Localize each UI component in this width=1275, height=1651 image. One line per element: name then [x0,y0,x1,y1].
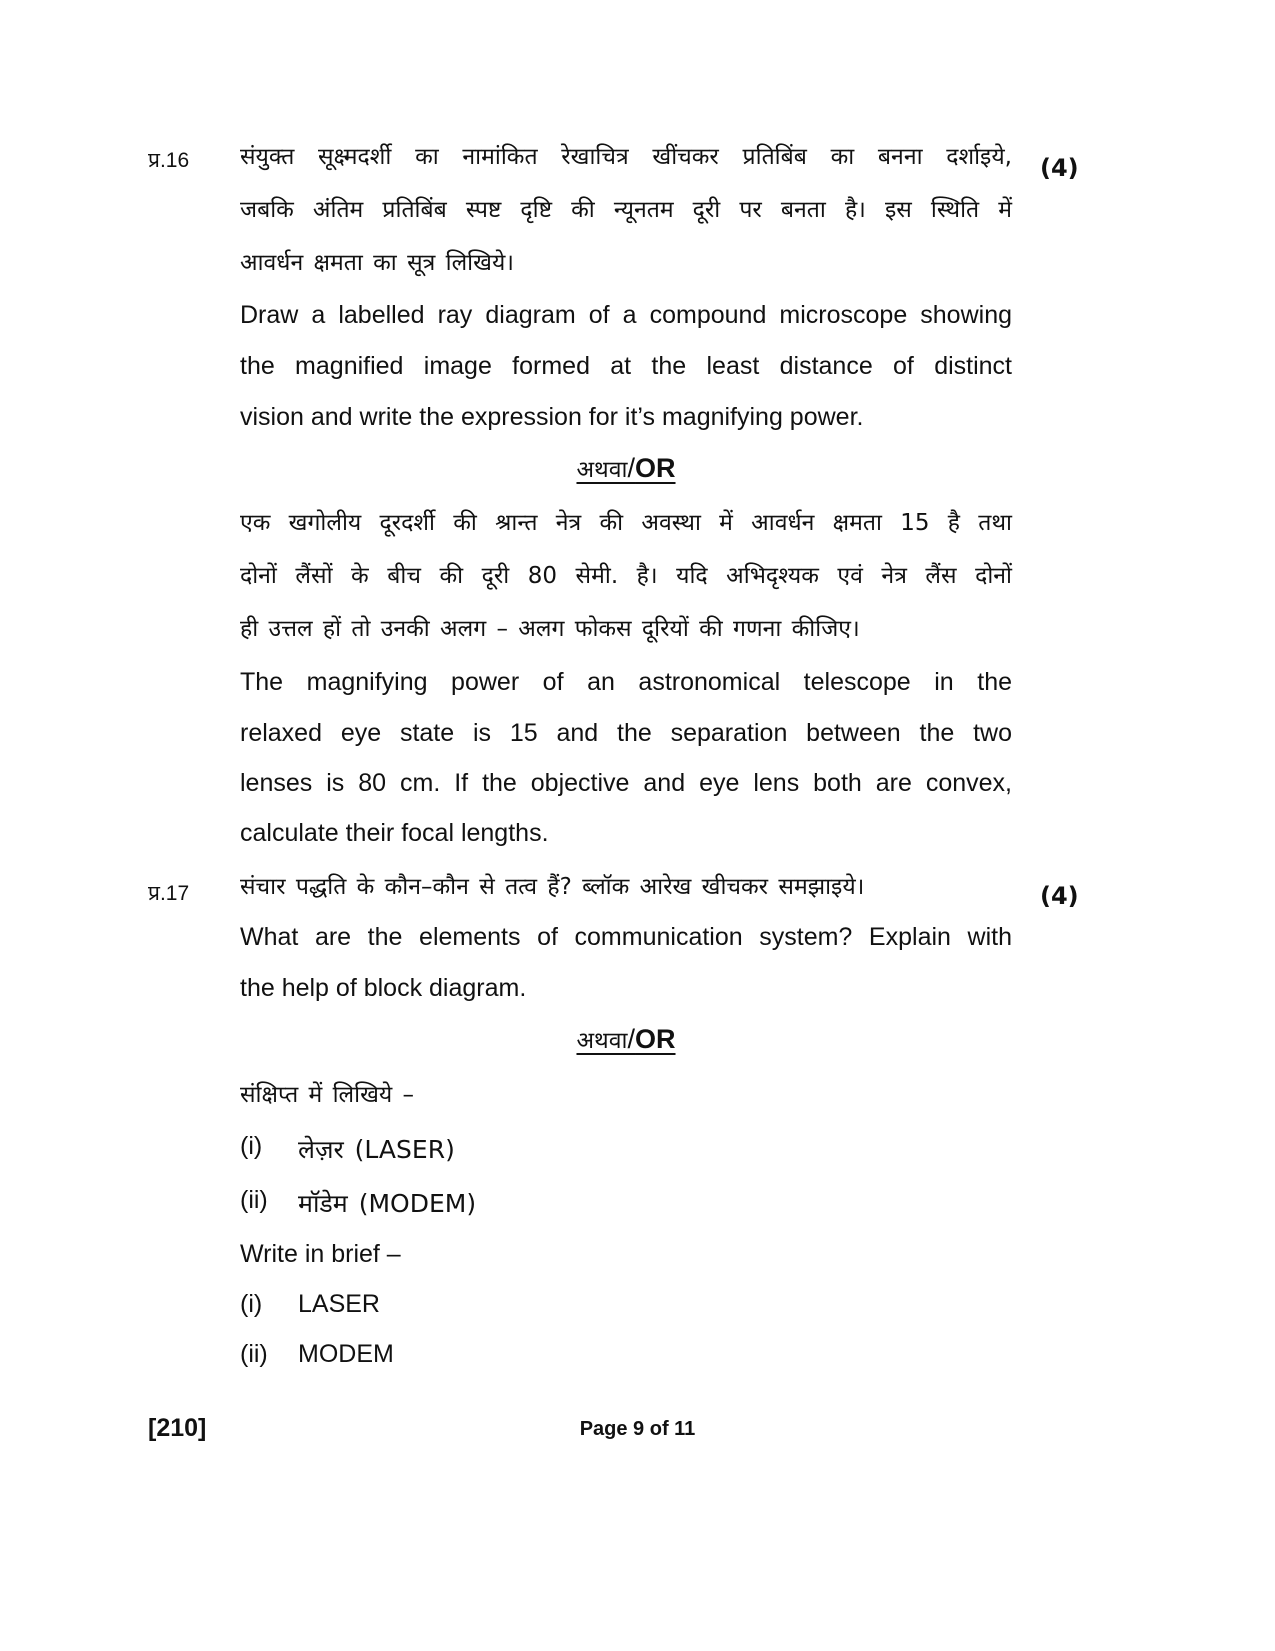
q16-alt-english-line-1: The magnifying power of an astronomical telescope in the [240,668,1012,696]
question-17-number: प्र.17 [148,882,190,905]
q16-alt-hindi-line-3: ही उत्तल हों तो उनकी अलग – अलग फोकस दूरियों की गणना कीजिए। [240,616,860,642]
q16-hindi-line-2: जबकि अंतिम प्रतिबिंब स्पष्ट दृष्टि की न्यूनतम दूरी पर बनता है। इस स्थिति में [240,197,1012,223]
q17-english-item-2-text: MODEM [298,1340,394,1368]
q17-hindi-item-2-text: मॉडेम (MODEM) [298,1189,477,1218]
page-number: Page 9 of 11 [579,1418,696,1440]
q16-or-divider [240,452,1012,484]
q17-hindi-item-1-number: (i) [240,1132,263,1160]
q16-alt-english-line-3: lenses is 80 cm. If the objective and eye lens both are convex, [240,769,1012,797]
paper-code: [210] [148,1414,207,1442]
q16-alt-hindi-line-1: एक खगोलीय दूरदर्शी की श्रान्त नेत्र की अवस्था में आवर्धन क्षमता 15 है तथा [240,510,1012,536]
q16-english-line-2: the magnified image formed at the least distance of distinct [240,352,1012,380]
q17-or-divider [240,1023,1012,1055]
q17-english-line-1: What are the elements of communication system? Explain with [240,923,1012,951]
q17-english-item-1-text: LASER [298,1290,380,1318]
or-label-english: OR [635,453,676,483]
q17-english-item-1-number: (i) [240,1290,263,1318]
question-17-marks: (4) [1040,882,1079,910]
question-16-marks: (4) [1040,154,1079,182]
q17-hindi-item-1-text: लेज़र (LASER) [298,1135,455,1164]
q17-hindi-intro: संक्षिप्त में लिखिये – [240,1082,415,1108]
q17-hindi-item-2-number: (ii) [240,1186,268,1214]
q17-english-line-2: the help of block diagram. [240,974,527,1002]
q16-hindi-line-3: आवर्धन क्षमता का सूत्र लिखिये। [240,250,515,276]
question-16-number: प्र.16 [148,149,190,172]
q16-alt-english-line-4: calculate their focal lengths. [240,819,549,847]
q16-alt-hindi-line-2: दोनों लैंसों के बीच की दूरी 80 सेमी. है। यदि अभिदृश्यक एवं नेत्र लैंस दोनों [240,563,1012,589]
q17-hindi-line: संचार पद्धति के कौन–कौन से तत्व हैं? ब्लॉक आरेख खीचकर समझाइये। [240,874,865,900]
or-label-hindi: अथवा [576,1028,628,1054]
or-label-english: OR [635,1024,676,1054]
q16-english-line-3: vision and write the expression for it’s magnifying power. [240,403,864,431]
q17-english-item-2-number: (ii) [240,1340,268,1368]
q17-english-intro: Write in brief – [240,1240,401,1268]
or-label-hindi: अथवा [576,457,628,483]
q16-alt-english-line-2: relaxed eye state is 15 and the separation between the two [240,719,1012,747]
q16-english-line-1: Draw a labelled ray diagram of a compound microscope showing [240,301,1012,329]
or-slash: / [627,1024,636,1054]
q16-hindi-line-1: संयुक्त सूक्ष्मदर्शी का नामांकित रेखाचित्र खींचकर प्रतिबिंब का बनना दर्शाइये, [240,144,1012,170]
or-slash: / [627,453,636,483]
